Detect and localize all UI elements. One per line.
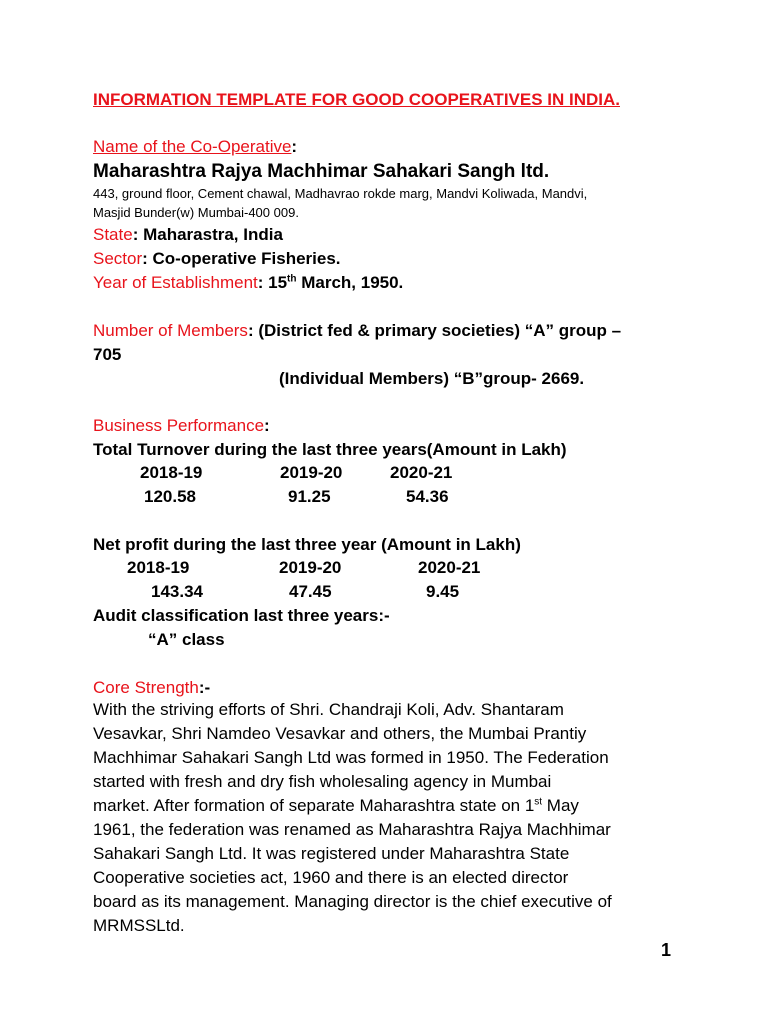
core-paragraph-line: 1961, the federation was renamed as Maharashtra Rajya Machhimar [93, 820, 611, 839]
turnover-value-cell: 54.36 [406, 487, 449, 506]
profit-value-cell: 47.45 [289, 582, 332, 601]
core-line5-post: May [542, 796, 579, 815]
turnover-title: Total Turnover during the last three years(Amount in Lakh) [93, 440, 567, 459]
audit-title: Audit classification last three years:- [93, 606, 390, 625]
core-paragraph-line: With the striving efforts of Shri. Chandraji Koli, Adv. Shantaram [93, 700, 564, 719]
core-paragraph-line: Vesavkar, Shri Namdeo Vesavkar and others, the Mumbai Prantiy [93, 724, 587, 743]
coop-name: Maharashtra Rajya Machhimar Sahakari Sangh ltd. [93, 161, 550, 182]
profit-title: Net profit during the last three year (Amount in Lakh) [93, 535, 521, 554]
sector-value: : Co-operative Fisheries. [142, 249, 341, 268]
state-value: : Maharastra, India [132, 225, 283, 244]
core-line5-text: market. After formation of separate Maharashtra state on 1 [93, 796, 535, 815]
year-label: Year of Establishment [93, 273, 258, 292]
members-line-2: 705 [93, 345, 122, 364]
members-label: Number of Members [93, 321, 248, 340]
core-paragraph-line: MRMSSLtd. [93, 916, 185, 935]
profit-value-cell: 9.45 [426, 582, 460, 601]
sector-label: Sector [93, 249, 143, 268]
year-line [93, 273, 403, 293]
profit-value-cell: 143.34 [151, 582, 203, 601]
core-paragraph-line: started with fresh and dry fish wholesaling agency in Mumbai [93, 772, 552, 791]
core-paragraph-line: Machhimar Sahakari Sangh Ltd was formed in 1950. The Federation [93, 748, 609, 767]
year-value-post: March, 1950. [296, 273, 404, 292]
page-number: 1 [661, 940, 672, 960]
name-label-line [93, 137, 297, 157]
core-strength-line [93, 678, 210, 698]
address-line-1: 443, ground floor, Cement chawal, Madhavrao rokde marg, Mandvi Koliwada, Mandvi, [93, 186, 588, 201]
document-heading: INFORMATION TEMPLATE FOR GOOD COOPERATIVES IN INDIA. [93, 90, 620, 109]
turnover-year-cell: 2020-21 [390, 463, 453, 482]
business-colon: : [264, 416, 270, 435]
profit-year-cell: 2019-20 [279, 558, 342, 577]
profit-year-cell: 2018-19 [127, 558, 190, 577]
audit-value: “A” class [148, 630, 225, 649]
name-colon: : [291, 137, 298, 156]
core-paragraph-line: board as its management. Managing director is the chief executive of [93, 892, 612, 911]
core-suffix: :- [198, 678, 211, 697]
address-line-2: Masjid Bunder(w) Mumbai-400 009. [93, 205, 299, 220]
core-label: Core Strength [93, 678, 199, 697]
profit-year-cell: 2020-21 [418, 558, 481, 577]
document-page [93, 0, 693, 1024]
members-line-3: (Individual Members) “B”group- 2669. [279, 369, 585, 388]
state-line [93, 225, 283, 245]
members-line1-text: : (District fed & primary societies) “A” group – [247, 321, 622, 340]
core-paragraph-line [93, 794, 579, 818]
sector-line [93, 249, 341, 269]
turnover-year-cell: 2018-19 [140, 463, 203, 482]
business-line [93, 416, 270, 436]
turnover-year-cell: 2019-20 [280, 463, 343, 482]
year-value-sup: th [287, 273, 297, 285]
state-label: State [93, 225, 133, 244]
core-line5-sup: st [534, 796, 543, 808]
name-label: Name of the Co-Operative [93, 137, 292, 156]
turnover-value-cell: 120.58 [144, 487, 196, 506]
year-value-pre: : 15 [257, 273, 288, 292]
business-label: Business Performance [93, 416, 265, 435]
members-line-1 [93, 321, 621, 341]
turnover-value-cell: 91.25 [288, 487, 331, 506]
core-paragraph-line: Cooperative societies act, 1960 and there is an elected director [93, 868, 569, 887]
core-paragraph-line: Sahakari Sangh Ltd. It was registered under Maharashtra State [93, 844, 570, 863]
